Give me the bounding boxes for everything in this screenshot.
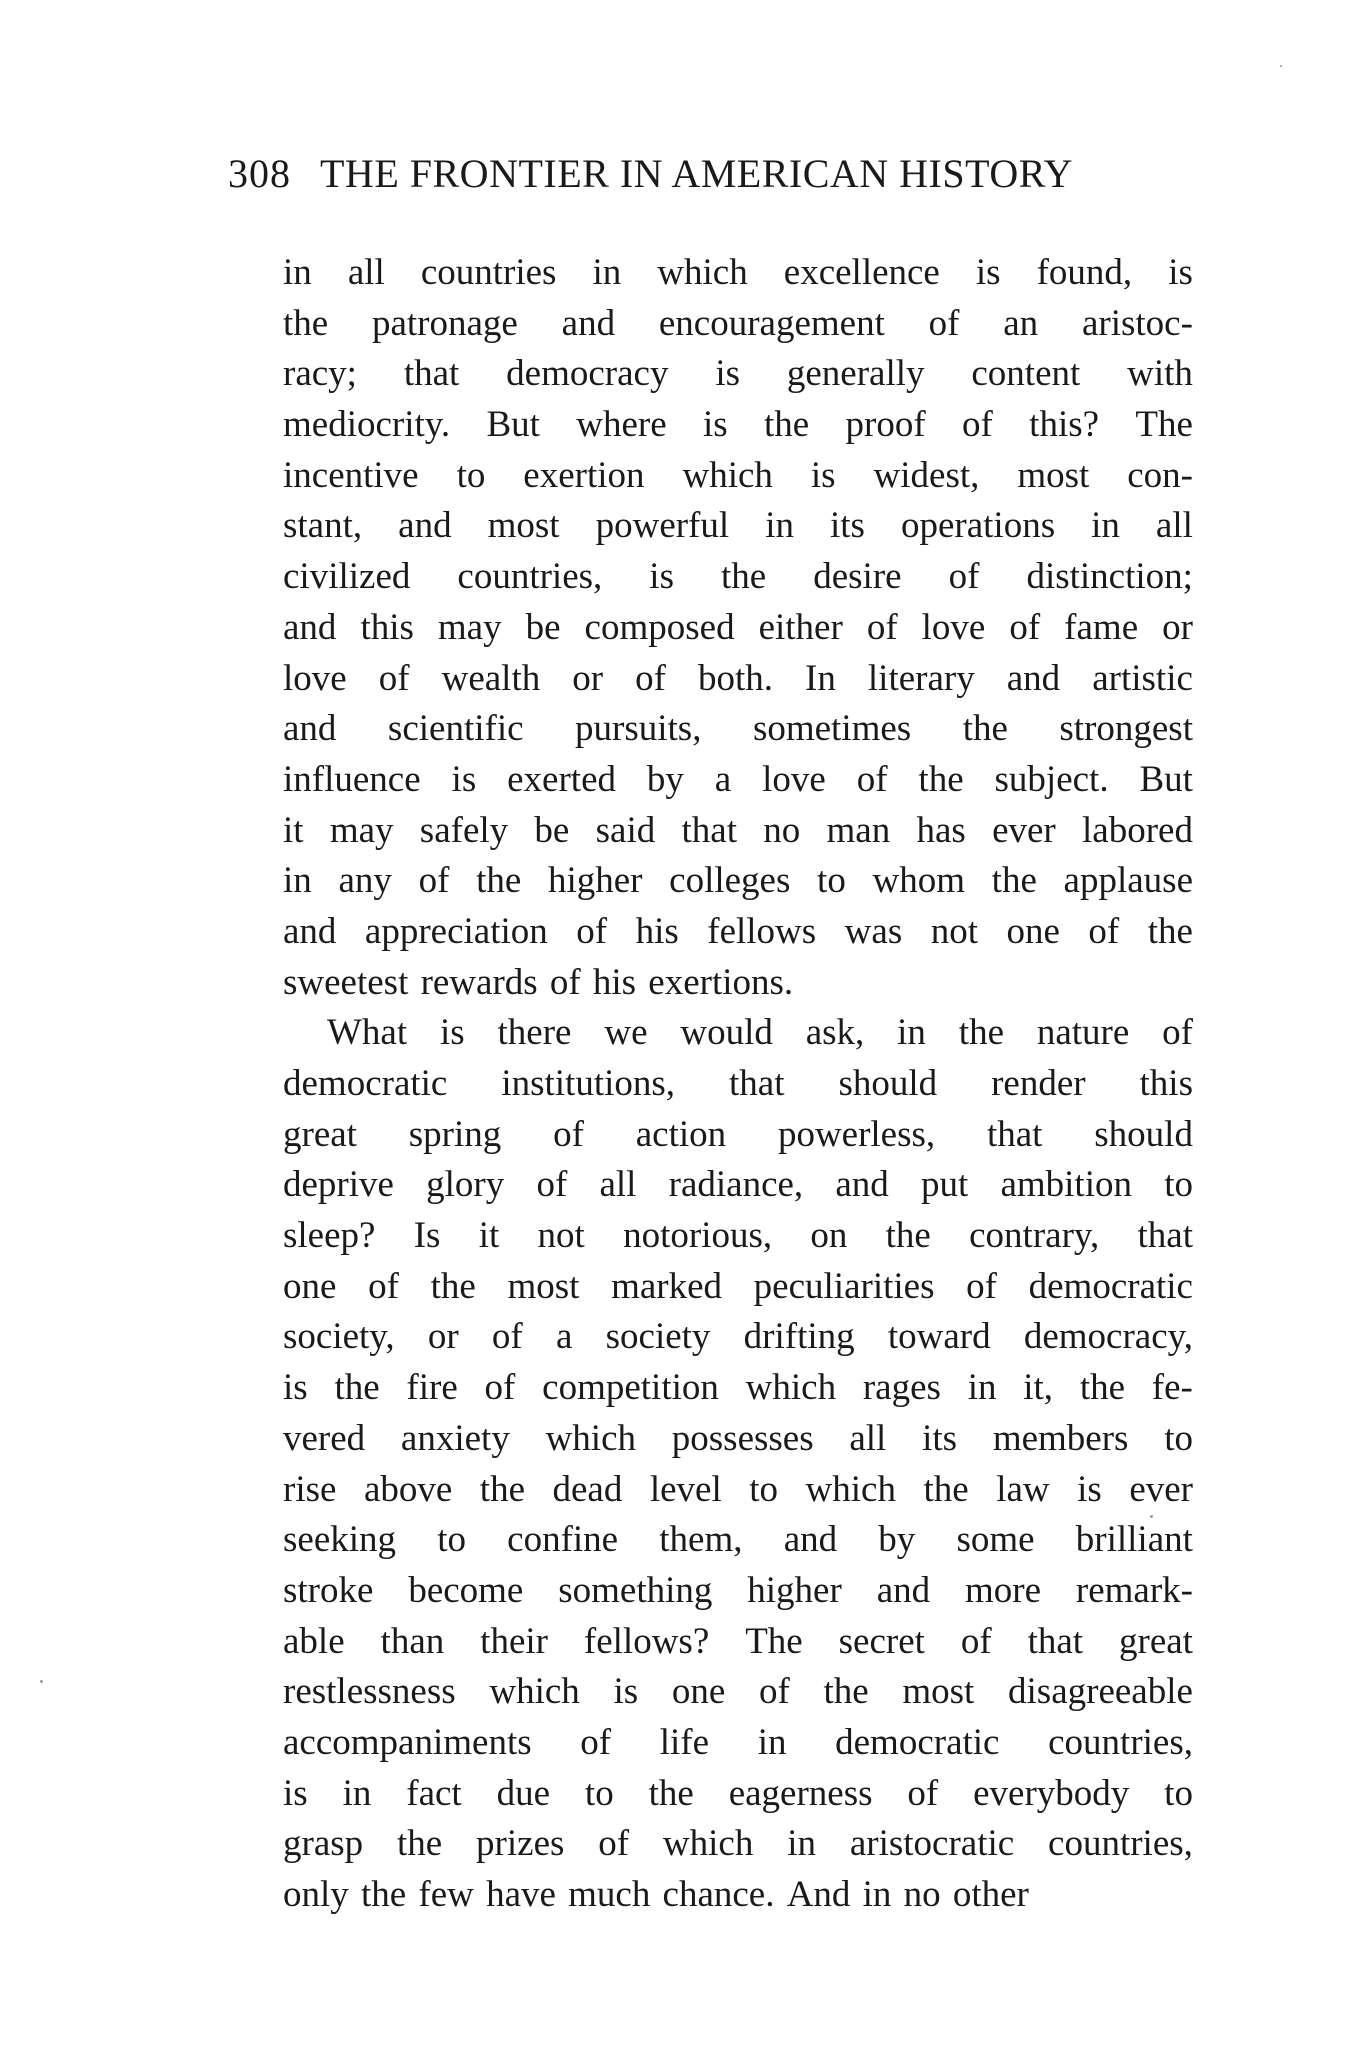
scan-speck [1150, 1515, 1153, 1518]
text-line: love of wealth or of both. In literary and artistic [283, 657, 1193, 699]
text-line: influence is exerted by a love of the subject. But [283, 758, 1193, 800]
text-line: democratic institutions, that should render this [283, 1063, 1193, 1104]
text-line: and this may be composed either of love of fame or [283, 606, 1193, 648]
page-header [0, 150, 1355, 210]
text-line: it may safely be said that no man has ever labored [283, 809, 1193, 851]
text-line: only the few have much chance. And in no other [283, 1874, 1029, 1915]
paragraph [283, 1008, 1193, 1920]
text-line: seeking to confine them, and by some brilliant [283, 1519, 1193, 1561]
text-line: civilized countries, is the desire of distinction; [283, 556, 1193, 598]
text-line: rise above the dead level to which the law is ever [283, 1468, 1193, 1510]
text-line: accompaniments of life in democratic countries, [283, 1721, 1193, 1763]
text-line: grasp the prizes of which in aristocratic countries, [283, 1823, 1193, 1865]
text-line: restlessness which is one of the most disagreeable [283, 1671, 1193, 1713]
text-line: society, or of a society drifting toward democracy, [283, 1316, 1193, 1358]
running-title: THE FRONTIER IN AMERICAN HISTORY [320, 151, 1074, 196]
body-text [283, 248, 1193, 1921]
text-line: incentive to exertion which is widest, most con- [283, 454, 1193, 496]
text-line: deprive glory of all radiance, and put ambition to [283, 1164, 1193, 1206]
text-line: in any of the higher colleges to whom the applause [283, 860, 1193, 902]
text-line: is the fire of competition which rages in it, the fe- [283, 1367, 1193, 1409]
text-line: vered anxiety which possesses all its members to [283, 1417, 1193, 1459]
paragraph [283, 248, 1193, 1008]
text-line: great spring of action powerless, that should [283, 1113, 1193, 1155]
text-line: stroke become something higher and more remark- [283, 1569, 1193, 1611]
text-line: the patronage and encouragement of an aristoc- [283, 302, 1193, 344]
text-line: able than their fellows? The secret of that great [283, 1620, 1193, 1662]
text-line: sweetest rewards of his exertions. [283, 961, 794, 1003]
text-line: is in fact due to the eagerness of everybody to [283, 1772, 1193, 1814]
text-line: one of the most marked peculiarities of democratic [283, 1265, 1193, 1307]
text-line: and scientific pursuits, sometimes the strongest [283, 708, 1193, 750]
text-line: What is there we would ask, in the nature of [327, 1012, 1193, 1054]
scan-speck [40, 1680, 43, 1683]
scan-speck [1280, 65, 1282, 67]
text-line: in all countries in which excellence is found, is [283, 252, 1193, 293]
text-line: stant, and most powerful in its operations in all [283, 505, 1193, 547]
text-line: racy; that democracy is generally content with [283, 353, 1193, 395]
text-line: mediocrity. But where is the proof of this? The [283, 404, 1193, 446]
text-line: sleep? Is it not notorious, on the contrary, that [283, 1215, 1193, 1257]
text-line: and appreciation of his fellows was not one of the [283, 910, 1193, 952]
page-number: 308 [228, 151, 291, 196]
